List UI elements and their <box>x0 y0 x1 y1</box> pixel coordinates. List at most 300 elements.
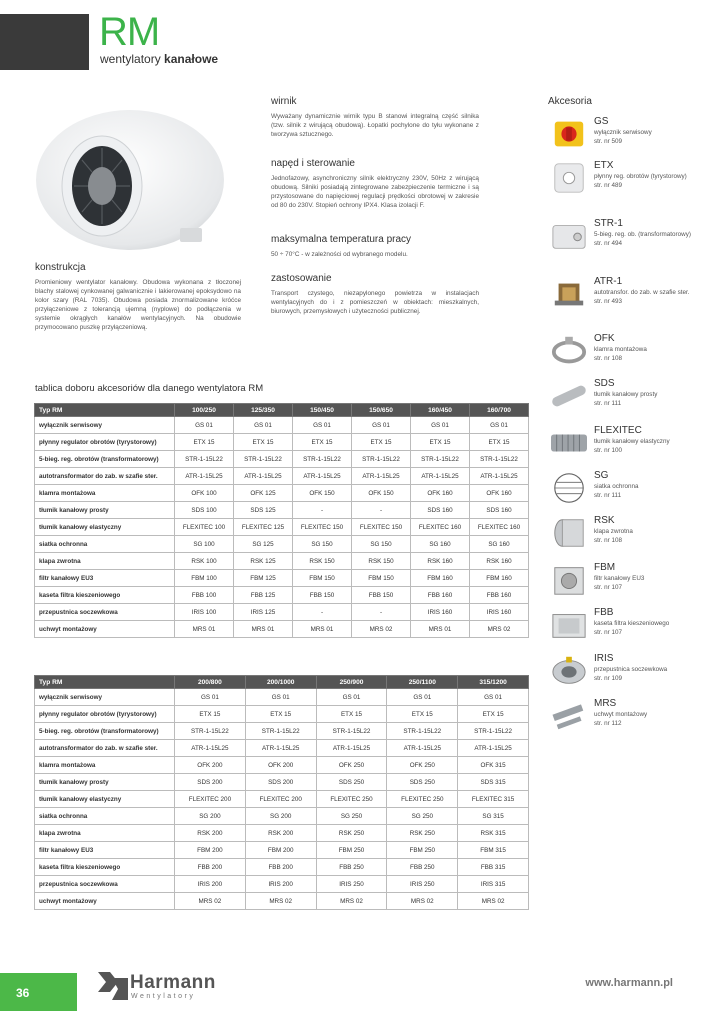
table-cell: SDS 250 <box>387 774 458 791</box>
mounting-bracket-icon <box>548 698 590 734</box>
table-cell: FLEXITEC 150 <box>352 519 411 536</box>
table-cell: SDS 200 <box>175 774 246 791</box>
accessory-page: str. nr 109 <box>594 674 623 682</box>
table-header-cell: Typ RM <box>35 676 175 689</box>
table-cell: ATR-1-15L25 <box>245 740 316 757</box>
table-cell: SG 200 <box>175 808 246 825</box>
table-cell: SDS 125 <box>234 502 293 519</box>
table-cell: MRS 02 <box>316 893 387 910</box>
table-cell: OFK 150 <box>293 485 352 502</box>
subtitle-prefix: wentylatory <box>100 52 161 66</box>
accessory-description: płynny reg. obrotów (tyrystorowy) <box>594 173 687 180</box>
section-naped-title: napęd i sterowanie <box>271 158 355 169</box>
clamp-icon <box>548 333 590 369</box>
table-row <box>35 519 529 536</box>
accessory-code: STR-1 <box>594 218 623 229</box>
accessory-description: filtr kanałowy EU3 <box>594 575 645 582</box>
row-label: filtr kanałowy EU3 <box>35 570 175 587</box>
table-cell: MRS 02 <box>458 893 529 910</box>
table-cell: RSK 200 <box>245 825 316 842</box>
header-bar <box>0 14 89 70</box>
table-cell: GS 01 <box>352 417 411 434</box>
table-cell: GS 01 <box>458 689 529 706</box>
table-cell: FLEXITEC 200 <box>175 791 246 808</box>
table-header-cell: 160/700 <box>470 404 529 417</box>
table-cell: ETX 15 <box>470 434 529 451</box>
table-cell: STR-1-15L22 <box>387 723 458 740</box>
table-cell: STR-1-15L22 <box>175 451 234 468</box>
accessory-description: klapa zwrotna <box>594 528 633 535</box>
autotransformer-icon <box>548 276 590 312</box>
table-cell: FBM 160 <box>411 570 470 587</box>
accessory-code: FBB <box>594 607 614 618</box>
page-title: RM <box>99 10 160 54</box>
section-wirnik-text: Wyważany dynamicznie wirnik typu B stanowi integralną część silnika (tzw. silnik z wirującą obudową). Łopatki pochylone do tyłu wykonane z tworzywa sztucznego. <box>271 113 479 138</box>
accessory-item <box>548 425 698 469</box>
accessory-item <box>548 515 698 559</box>
section-konstrukcja-text: Promieniowy wentylator kanałowy. Obudowa wykonana z tłoczonej blachy stalowej cynkowanej galwanicznie i lakierowanej epoksydowo na kolor szary (RAL 7035). Obudowa posiada znormalizowane króćce przyłączeniowe z tolerancją ujemną (nyplowe) do podłączenia w systemie okrągłych kanałów wentylacyjnych. Na obudowie przymocowano puszkę przyłączeniową. <box>35 279 241 331</box>
table-cell: STR-1-15L22 <box>470 451 529 468</box>
accessories-title: Akcesoria <box>548 96 592 107</box>
table-cell: RSK 250 <box>316 825 387 842</box>
accessory-page: str. nr 111 <box>594 491 622 499</box>
table-row <box>35 502 529 519</box>
table-cell: FLEXITEC 250 <box>387 791 458 808</box>
table-header-cell: 315/1200 <box>458 676 529 689</box>
row-label: klamra montażowa <box>35 757 175 774</box>
table-row <box>35 740 529 757</box>
table-cell: ETX 15 <box>175 706 246 723</box>
row-label: 5-bieg. reg. obrotów (transformatorowy) <box>35 723 175 740</box>
table-cell: OFK 160 <box>411 485 470 502</box>
table-cell: SDS 160 <box>470 502 529 519</box>
accessory-code: SG <box>594 470 609 481</box>
accessory-desc <box>594 483 698 500</box>
table-cell: OFK 160 <box>470 485 529 502</box>
table-row <box>35 553 529 570</box>
table-cell: IRIS 200 <box>245 876 316 893</box>
row-label: tłumik kanałowy elastyczny <box>35 519 175 536</box>
table-cell: FBB 250 <box>316 859 387 876</box>
row-label: tłumik kanałowy elastyczny <box>35 791 175 808</box>
row-label: klapa zwrotna <box>35 825 175 842</box>
row-label: klamra montażowa <box>35 485 175 502</box>
accessory-desc <box>594 346 698 363</box>
accessory-item <box>548 218 698 262</box>
table-cell: OFK 315 <box>458 757 529 774</box>
table-cell: SG 315 <box>458 808 529 825</box>
table-cell: STR-1-15L22 <box>234 451 293 468</box>
accessory-description: siatka ochronna <box>594 483 639 490</box>
table-cell: ATR-1-15L25 <box>175 468 234 485</box>
row-label: tłumik kanałowy prosty <box>35 774 175 791</box>
table-row <box>35 451 529 468</box>
table-row <box>35 434 529 451</box>
table-cell: GS 01 <box>470 417 529 434</box>
table-cell: ETX 15 <box>293 434 352 451</box>
table-header-cell: 100/250 <box>175 404 234 417</box>
table-cell: FBB 125 <box>234 587 293 604</box>
table-cell: SDS 160 <box>411 502 470 519</box>
table-cell: FBB 150 <box>352 587 411 604</box>
page-number-box <box>0 973 77 1011</box>
table-header-cell: 160/450 <box>411 404 470 417</box>
accessory-code: FLEXITEC <box>594 425 642 436</box>
table-cell: ATR-1-15L25 <box>470 468 529 485</box>
table-cell: GS 01 <box>175 689 246 706</box>
table-cell: OFK 200 <box>245 757 316 774</box>
row-label: płynny regulator obrotów (tyrystorowy) <box>35 434 175 451</box>
row-label: wyłącznik serwisowy <box>35 689 175 706</box>
section-zastosowanie-title: zastosowanie <box>271 273 332 284</box>
accessory-desc <box>594 575 698 592</box>
table-row <box>35 417 529 434</box>
table-cell: - <box>352 604 411 621</box>
table-cell: OFK 250 <box>387 757 458 774</box>
table-title: tablica doboru akcesoriów dla danego wentylatora RM <box>35 383 264 394</box>
section-temperatura-title: maksymalna temperatura pracy <box>271 234 412 245</box>
table-cell: SG 200 <box>245 808 316 825</box>
filter-box-icon <box>548 562 590 598</box>
table-cell: IRIS 315 <box>458 876 529 893</box>
row-label: filtr kanałowy EU3 <box>35 842 175 859</box>
table-cell: ATR-1-15L25 <box>175 740 246 757</box>
table-cell: FLEXITEC 315 <box>458 791 529 808</box>
table-header-cell: 150/650 <box>352 404 411 417</box>
table-cell: RSK 125 <box>234 553 293 570</box>
table-cell: SG 160 <box>411 536 470 553</box>
table-row <box>35 587 529 604</box>
check-valve-icon <box>548 515 590 551</box>
accessory-desc <box>594 231 698 248</box>
accessory-table-1 <box>34 403 529 638</box>
table-cell: FBB 250 <box>387 859 458 876</box>
page-subtitle <box>100 52 218 66</box>
table-cell: FBB 315 <box>458 859 529 876</box>
table-cell: SG 125 <box>234 536 293 553</box>
table-cell: ATR-1-15L25 <box>234 468 293 485</box>
accessory-item <box>548 607 698 651</box>
table-cell: GS 01 <box>245 689 316 706</box>
table-cell: MRS 01 <box>234 621 293 638</box>
table-cell: ETX 15 <box>411 434 470 451</box>
table-cell: FLEXITEC 200 <box>245 791 316 808</box>
table-header-cell: 200/1000 <box>245 676 316 689</box>
section-konstrukcja-title: konstrukcja <box>35 262 86 273</box>
table-row <box>35 893 529 910</box>
table-cell: FBM 200 <box>175 842 246 859</box>
table-row <box>35 536 529 553</box>
table-cell: SDS 100 <box>175 502 234 519</box>
table-cell: ETX 15 <box>245 706 316 723</box>
accessory-item <box>548 653 698 697</box>
accessory-page: str. nr 100 <box>594 446 623 454</box>
accessory-code: IRIS <box>594 653 614 664</box>
table-cell: STR-1-15L22 <box>293 451 352 468</box>
row-label: siatka ochronna <box>35 808 175 825</box>
accessory-desc <box>594 711 698 728</box>
row-label: przepustnica soczewkowa <box>35 876 175 893</box>
table-row <box>35 808 529 825</box>
table-cell: GS 01 <box>234 417 293 434</box>
table-cell: MRS 01 <box>175 621 234 638</box>
table-cell: GS 01 <box>316 689 387 706</box>
table-cell: MRS 02 <box>352 621 411 638</box>
table-cell: ETX 15 <box>316 706 387 723</box>
table-header-cell: 200/800 <box>175 676 246 689</box>
row-label: tłumik kanałowy prosty <box>35 502 175 519</box>
accessory-code: OFK <box>594 333 615 344</box>
accessory-page: str. nr 111 <box>594 399 622 407</box>
table-cell: RSK 160 <box>470 553 529 570</box>
accessory-description: klamra montażowa <box>594 346 647 353</box>
table-cell: IRIS 100 <box>175 604 234 621</box>
table-header-cell: 150/450 <box>293 404 352 417</box>
grille-icon <box>548 470 590 506</box>
table-cell: ETX 15 <box>352 434 411 451</box>
table-cell: FBM 150 <box>293 570 352 587</box>
table-cell: OFK 200 <box>175 757 246 774</box>
accessory-page: str. nr 493 <box>594 297 623 305</box>
accessory-code: FBM <box>594 562 616 573</box>
section-temperatura-text: 50 ÷ 70°C - w zależności od wybranego modelu. <box>271 251 408 258</box>
table-row <box>35 774 529 791</box>
table-cell: MRS 02 <box>175 893 246 910</box>
table-cell: FLEXITEC 160 <box>411 519 470 536</box>
accessory-item <box>548 276 698 320</box>
table-cell: MRS 02 <box>387 893 458 910</box>
table-row <box>35 706 529 723</box>
table-cell: FBB 160 <box>411 587 470 604</box>
row-label: uchwyt montażowy <box>35 893 175 910</box>
accessory-desc <box>594 438 698 455</box>
accessory-page: str. nr 107 <box>594 583 623 591</box>
table-cell: IRIS 250 <box>387 876 458 893</box>
table-cell: OFK 100 <box>175 485 234 502</box>
table-cell: IRIS 125 <box>234 604 293 621</box>
table-cell: STR-1-15L22 <box>175 723 246 740</box>
table-row <box>35 876 529 893</box>
table-cell: RSK 315 <box>458 825 529 842</box>
accessory-desc <box>594 173 698 190</box>
table-cell: OFK 150 <box>352 485 411 502</box>
table-cell: FBM 200 <box>245 842 316 859</box>
accessory-item <box>548 116 698 160</box>
switch-icon <box>548 116 590 152</box>
table-cell: RSK 200 <box>175 825 246 842</box>
accessory-page: str. nr 112 <box>594 719 622 727</box>
table-cell: ATR-1-15L25 <box>293 468 352 485</box>
accessory-page: str. nr 108 <box>594 536 623 544</box>
accessory-item <box>548 470 698 514</box>
table-row <box>35 689 529 706</box>
table-cell: ETX 15 <box>458 706 529 723</box>
table-cell: SG 100 <box>175 536 234 553</box>
table-cell: ATR-1-15L25 <box>387 740 458 757</box>
regulator-icon <box>548 160 590 196</box>
table-cell: FBM 250 <box>316 842 387 859</box>
table-cell: SDS 250 <box>316 774 387 791</box>
page-number: 36 <box>16 986 30 1000</box>
table-cell: FBM 125 <box>234 570 293 587</box>
table-cell: SG 150 <box>293 536 352 553</box>
table-cell: FLEXITEC 160 <box>470 519 529 536</box>
table-cell: FLEXITEC 150 <box>293 519 352 536</box>
table-cell: IRIS 200 <box>175 876 246 893</box>
table-cell: RSK 150 <box>352 553 411 570</box>
table-cell: STR-1-15L22 <box>352 451 411 468</box>
table-cell: MRS 01 <box>293 621 352 638</box>
table-cell: RSK 160 <box>411 553 470 570</box>
table-row <box>35 723 529 740</box>
table-cell: GS 01 <box>293 417 352 434</box>
iris-damper-icon <box>548 653 590 689</box>
accessory-item <box>548 378 698 422</box>
harmann-logo <box>98 972 216 1002</box>
table-cell: FBM 315 <box>458 842 529 859</box>
table-cell: - <box>293 604 352 621</box>
table-row <box>35 757 529 774</box>
accessory-code: SDS <box>594 378 615 389</box>
accessory-code: ATR-1 <box>594 276 623 287</box>
brand-subtitle: Wentylatory <box>131 993 196 1000</box>
table-header-row <box>35 676 529 689</box>
table-cell: STR-1-15L22 <box>245 723 316 740</box>
table-row <box>35 570 529 587</box>
accessory-desc <box>594 129 698 146</box>
accessory-description: wyłącznik serwisowy <box>594 129 652 136</box>
table-cell: SG 250 <box>316 808 387 825</box>
table-cell: MRS 01 <box>411 621 470 638</box>
accessory-desc <box>594 666 698 683</box>
fan-product-image <box>30 108 226 258</box>
accessory-code: RSK <box>594 515 615 526</box>
table-cell: SG 150 <box>352 536 411 553</box>
table-cell: SG 160 <box>470 536 529 553</box>
accessory-description: przepustnica soczewkowa <box>594 666 668 673</box>
table-row <box>35 485 529 502</box>
table-cell: FBB 160 <box>470 587 529 604</box>
table-cell: OFK 250 <box>316 757 387 774</box>
row-label: kaseta filtra kieszeniowego <box>35 587 175 604</box>
row-label: autotransformator do zab. w szafie ster. <box>35 468 175 485</box>
table-cell: IRIS 160 <box>470 604 529 621</box>
table-cell: GS 01 <box>175 417 234 434</box>
table-cell: FLEXITEC 250 <box>316 791 387 808</box>
accessory-desc <box>594 620 698 637</box>
accessory-description: autotransfor. do zab. w szafie ster. <box>594 289 690 296</box>
table-cell: FBB 100 <box>175 587 234 604</box>
table-header-cell: Typ RM <box>35 404 175 417</box>
table-cell: ATR-1-15L25 <box>411 468 470 485</box>
table-cell: STR-1-15L22 <box>316 723 387 740</box>
row-label: przepustnica soczewkowa <box>35 604 175 621</box>
row-label: siatka ochronna <box>35 536 175 553</box>
accessory-description: uchwyt montażowy <box>594 711 648 718</box>
table-cell: STR-1-15L22 <box>458 723 529 740</box>
accessory-page: str. nr 509 <box>594 137 623 145</box>
table-cell: IRIS 160 <box>411 604 470 621</box>
accessory-item <box>548 160 698 204</box>
table-cell: FBM 150 <box>352 570 411 587</box>
table-cell: RSK 150 <box>293 553 352 570</box>
accessory-item <box>548 333 698 377</box>
table-cell: ATR-1-15L25 <box>316 740 387 757</box>
accessory-description: tłumik kanałowy prosty <box>594 391 658 398</box>
table-cell: ETX 15 <box>234 434 293 451</box>
table-cell: ATR-1-15L25 <box>458 740 529 757</box>
row-label: uchwyt montażowy <box>35 621 175 638</box>
table-cell: ETX 15 <box>175 434 234 451</box>
row-label: autotransformator do zab. w szafie ster. <box>35 740 175 757</box>
table-cell: - <box>352 502 411 519</box>
table-cell: FBM 160 <box>470 570 529 587</box>
table-cell: FLEXITEC 125 <box>234 519 293 536</box>
table-cell: MRS 02 <box>470 621 529 638</box>
row-label: 5-bieg. reg. obrotów (transformatorowy) <box>35 451 175 468</box>
table-header-cell: 125/350 <box>234 404 293 417</box>
table-cell: SDS 200 <box>245 774 316 791</box>
table-cell: MRS 02 <box>245 893 316 910</box>
accessory-table-2 <box>34 675 529 910</box>
table-cell: ATR-1-15L25 <box>352 468 411 485</box>
table-cell: GS 01 <box>387 689 458 706</box>
accessory-description: kaseta filtra kieszeniowego <box>594 620 670 627</box>
table-cell: FBM 250 <box>387 842 458 859</box>
table-cell: SG 250 <box>387 808 458 825</box>
section-naped-text: Jednofazowy, asynchroniczny silnik elektryczny 230V, 50Hz z wirującą obudową. Silniki posiadają zintegrowane zabezpieczenie termiczne i są przystosowane do napięciowej regulacji prędkości obrotowej w zakresie od 80 do 230V. Stopień ochrony IPX4. Klasa izolacji F. <box>271 175 479 209</box>
table-cell: FBM 100 <box>175 570 234 587</box>
table-row <box>35 621 529 638</box>
transformer-regulator-icon <box>548 218 590 254</box>
table-cell: STR-1-15L22 <box>411 451 470 468</box>
accessory-item <box>548 562 698 606</box>
table-cell: RSK 250 <box>387 825 458 842</box>
table-cell: RSK 100 <box>175 553 234 570</box>
table-cell: - <box>293 502 352 519</box>
harmann-logo-icon <box>98 972 128 1000</box>
brand-name: Harmann <box>130 972 216 993</box>
table-row <box>35 859 529 876</box>
accessory-page: str. nr 108 <box>594 354 623 362</box>
accessory-page: str. nr 489 <box>594 181 623 189</box>
table-row <box>35 842 529 859</box>
table-cell: FBB 150 <box>293 587 352 604</box>
section-wirnik-title: wirnik <box>271 96 297 107</box>
table-cell: GS 01 <box>411 417 470 434</box>
table-header-cell: 250/900 <box>316 676 387 689</box>
accessory-description: 5-bieg. reg. ob. (transformatorowy) <box>594 231 691 238</box>
accessory-desc <box>594 528 698 545</box>
silencer-icon <box>548 378 590 414</box>
website-link[interactable]: www.harmann.pl <box>585 977 673 989</box>
row-label: wyłącznik serwisowy <box>35 417 175 434</box>
row-label: płynny regulator obrotów (tyrystorowy) <box>35 706 175 723</box>
table-cell: ETX 15 <box>387 706 458 723</box>
accessory-code: ETX <box>594 160 614 171</box>
row-label: kaseta filtra kieszeniowego <box>35 859 175 876</box>
accessory-item <box>548 698 698 742</box>
table-cell: FBB 200 <box>245 859 316 876</box>
table-row <box>35 825 529 842</box>
row-label: klapa zwrotna <box>35 553 175 570</box>
subtitle-bold: kanałowe <box>164 52 219 66</box>
accessory-page: str. nr 107 <box>594 628 623 636</box>
section-zastosowanie-text: Transport czystego, niezapylonego powietrza w instalacjach wentylacyjnych do i z pomieszczeń w obiektach: mieszkalnych, biurowych, przemysłowych i użyteczności publicznej. <box>271 290 479 315</box>
accessory-code: GS <box>594 116 609 127</box>
accessory-page: str. nr 494 <box>594 239 623 247</box>
accessory-desc <box>594 391 698 408</box>
